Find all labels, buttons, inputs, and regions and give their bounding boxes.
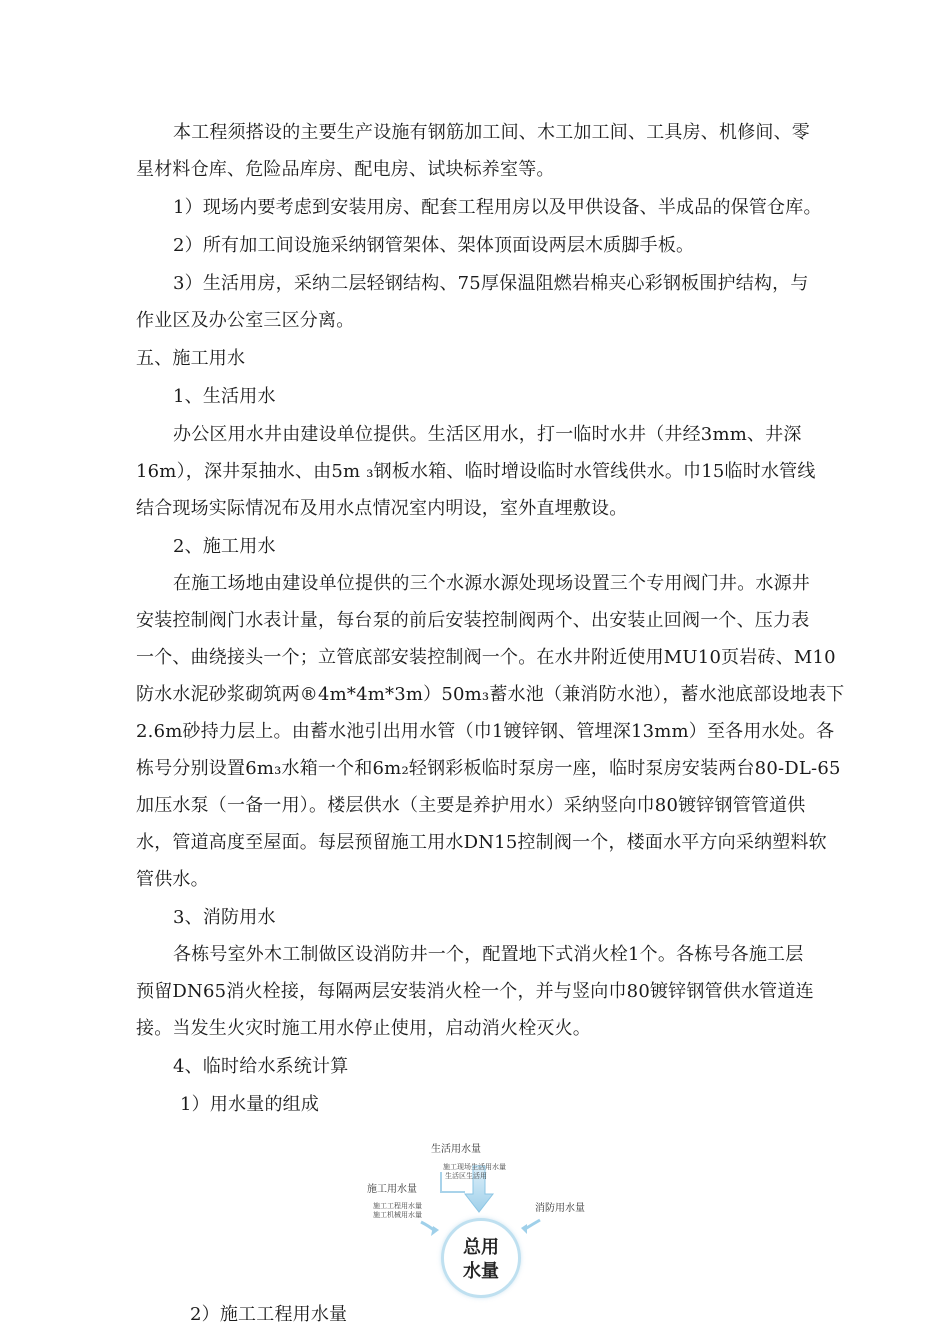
paragraph-line: 结合现场实际情况布及用水点情况室内明设，室外直埋敷设。 (136, 498, 628, 519)
paragraph-line: 星材料仓库、危险品库房、配电房、试块标养室等。 (136, 159, 555, 180)
paragraph-line: 管供水。 (136, 869, 209, 890)
construction-water-label: 施工用水量 (367, 1184, 417, 1195)
domestic-water-sub-2: 生活区生活用 (445, 1172, 487, 1180)
paragraph-line: 防水水泥砂浆砌筑两®4m*4m*3m）50m₃蓄水池（兼消防水池），蓄水池底部设地表下 (136, 684, 845, 705)
right-arrow-shaft (525, 1220, 540, 1229)
paragraph-line: 安装控制阀门水表计量，每台泵的前后安装控制阀两个、出安装止回阀一个、压力表 (136, 610, 810, 631)
water-usage-diagram (355, 1130, 615, 1335)
construction-water-sub-2: 施工机械用水量 (373, 1211, 422, 1219)
section-heading: 五、施工用水 (136, 348, 246, 369)
left-arrow-shaft (421, 1222, 435, 1231)
total-water-text-2: 水量 (463, 1261, 499, 1282)
paragraph-line: 栋号分别设置6m₃水箱一个和6m₂轻钢彩板临时泵房一座，临时泵房安装两台80-DL-65 (136, 758, 841, 779)
paragraph-line: 加压水泵（一备一用）。楼层供水（主要是养护用水）采纳竖向巾80镀锌钢管管道供 (136, 795, 806, 816)
subsection-heading: 4、临时给水系统计算 (173, 1056, 349, 1077)
subsection-heading: 1、生活用水 (173, 386, 276, 407)
total-water-text-1: 总用 (463, 1237, 499, 1258)
paragraph-line: 办公区用水井由建设单位提供。生活区用水，打一临时水井（井经3mm、井深 (173, 424, 802, 445)
paragraph-line: 3）生活用房，采纳二层轻钢结构、75厚保温阻燃岩棉夹心彩钢板围护结构，与 (173, 273, 809, 294)
paragraph-line: 各栋号室外木工制做区设消防井一个，配置地下式消火栓1个。各栋号各施工层 (173, 944, 804, 965)
subsection-heading: 1）用水量的组成 (180, 1094, 320, 1115)
paragraph-line: 本工程须搭设的主要生产设施有钢筋加工间、木工加工间、工具房、机修间、零 (173, 122, 810, 143)
paragraph-line: 接。当发生火灾时施工用水停止使用，启动消火栓灭火。 (136, 1018, 591, 1039)
subsection-heading: 3、消防用水 (173, 907, 276, 928)
subsection-heading: 2、施工用水 (173, 536, 276, 557)
paragraph-line: 2）所有加工间设施采纳钢管架体、架体顶面设两层木质脚手板。 (173, 235, 695, 256)
paragraph-line: 一个、曲绕接头一个；立管底部安装控制阀一个。在水井附近使用MU10页岩砖、M10 (136, 647, 836, 668)
total-water-circle (441, 1218, 521, 1298)
paragraph-line: 作业区及办公室三区分离。 (136, 310, 355, 331)
paragraph-line: 16m），深井泵抽水、由5m ₃钢板水箱、临时增设临时水管线供水。巾15临时水管线 (136, 461, 816, 482)
paragraph-line: 2.6m砂持力层上。由蓄水池引出用水管（巾1镀锌钢、管埋深13mm）至各用水处。各 (136, 721, 835, 742)
paragraph-line: 预留DN65消火栓接，每隔两层安装消火栓一个，并与竖向巾80镀锌钢管供水管道连 (136, 981, 814, 1002)
domestic-water-label: 生活用水量 (431, 1144, 481, 1155)
paragraph-line: 在施工场地由建设单位提供的三个水源水源处现场设置三个专用阀门井。水源井 (173, 573, 810, 594)
paragraph-line: 水，管道高度至屋面。每层预留施工用水DN15控制阀一个，楼面水平方向采纳塑料软 (136, 832, 827, 853)
fire-water-label: 消防用水量 (535, 1203, 585, 1214)
paragraph-line: 1）现场内要考虑到安装用房、配套工程用房以及甲供设备、半成品的保管仓库。 (173, 197, 822, 218)
subsection-heading: 2）施工工程用水量 (190, 1304, 348, 1325)
domestic-water-sub-1: 施工现场生活用水量 (443, 1163, 506, 1171)
construction-water-sub-1: 施工工程用水量 (373, 1202, 422, 1210)
